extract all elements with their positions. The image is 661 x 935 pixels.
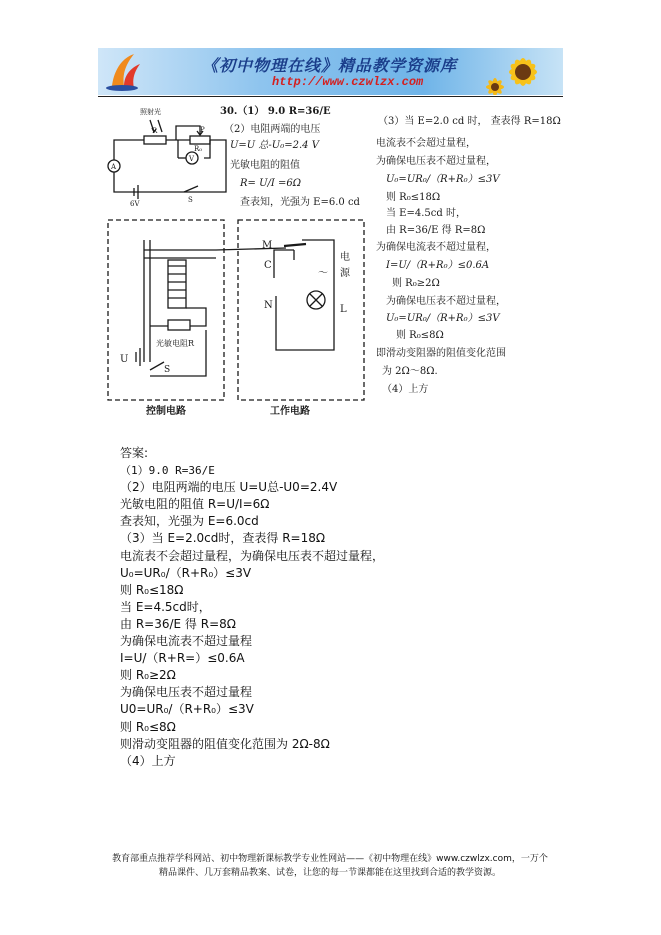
label-switch: S xyxy=(188,196,193,204)
answer-line: （4）上方 xyxy=(120,753,176,768)
answer-line: 由 R=36/E 得 R=8Ω xyxy=(120,616,236,631)
banner-title: 《初中物理在线》精品教学资源库 xyxy=(202,56,458,75)
answer-line: 电流表不会超过量程，为确保电压表不超过量程， xyxy=(120,548,385,563)
sunflower-icon xyxy=(485,49,557,95)
scan-right-line: I=U/（R+R₀）≤0.6A xyxy=(386,260,490,271)
label-voltmeter: V xyxy=(189,155,195,163)
label-n: N xyxy=(264,300,273,311)
scanned-answer-panel xyxy=(106,100,561,418)
label-power2: 源 xyxy=(340,268,350,279)
answer-line: 则 R₀≤8Ω xyxy=(120,719,176,734)
banner-divider xyxy=(98,96,563,97)
label-photoresistor: 光敏电阻R xyxy=(156,339,195,348)
scan-right-line: 为确保电压表不超过量程， xyxy=(386,296,506,307)
label-lamp: L xyxy=(340,304,347,315)
answer-line: 查表知，光强为 E=6.0cd xyxy=(120,514,259,529)
answer-line: 则 R₀≥2Ω xyxy=(120,668,176,683)
label-work-circuit: 工作电路 xyxy=(270,406,310,417)
page-footer xyxy=(80,852,580,880)
label-ammeter: A xyxy=(111,163,117,171)
answer-line: U0=UR₀/（R+R₀）≤3V xyxy=(120,702,254,717)
scan-right-line: 为确保电流表不超过量程， xyxy=(376,242,496,253)
scan-left-line: 光敏电阻的阻值 xyxy=(230,160,300,171)
scan-right-line: U₀=UR₀/（R+R₀）≤3V xyxy=(386,174,500,185)
scan-left-line: U=U 总-U₀=2.4 V xyxy=(230,140,319,151)
answer-line: （1）9.0 R=36/E xyxy=(120,464,215,478)
answer-line: U₀=UR₀/（R+R₀）≤3V xyxy=(120,565,252,580)
answer-line: 则 R₀≤18Ω xyxy=(120,582,184,597)
scan-right-line: U₀=UR₀/（R+R₀）≤3V xyxy=(386,313,500,324)
scan-right-line: 当 E=4.5cd 时， xyxy=(386,208,466,219)
answer-block xyxy=(120,445,550,770)
label-p: P xyxy=(200,126,205,134)
banner-url[interactable]: http://www.czwlzx.com xyxy=(272,75,424,89)
scan-left-line: 30.（1） 9.0 R=36/E xyxy=(220,106,331,117)
answer-line: I=U/（R+R=）≤0.6A xyxy=(120,651,245,666)
footer-line: 教育部重点推荐学科网站、初中物理新课标教学专业性网站——《初中物理在线》www.czwlzx.com，一万个 xyxy=(112,854,548,864)
answer-line: （3）当 E=2.0cd时，查表得 R=18Ω xyxy=(120,531,326,546)
answer-line: 则滑动变阻器的阻值变化范围为 2Ω-8Ω xyxy=(120,736,330,751)
site-banner xyxy=(98,48,563,95)
label-c: C xyxy=(264,260,272,271)
answer-line: 为确保电压表不超过量程 xyxy=(120,685,253,700)
label-power: 电 xyxy=(340,252,350,263)
scan-right-line: （4）上方 xyxy=(382,384,429,395)
label-r0: R₀ xyxy=(194,145,203,153)
label-r: R xyxy=(152,127,158,135)
scan-right-line: 则 R₀≤8Ω xyxy=(396,330,444,341)
label-m: M xyxy=(262,240,273,251)
answer-heading: 答案: xyxy=(120,446,149,460)
site-logo-icon xyxy=(104,50,146,92)
scan-right-line: 为确保电压表不超过量程， xyxy=(376,156,496,167)
footer-line: 精品课件、几万套精品教案、试卷，让您的每一节课都能在这里找到合适的教学资源。 xyxy=(158,868,501,878)
label-control-circuit: 控制电路 xyxy=(146,406,186,417)
scan-right-line: 电流表不会超过量程， xyxy=(376,138,476,149)
answer-line: 为确保电流表不超过量程 xyxy=(120,634,253,649)
answer-line: 当 E=4.5cd时， xyxy=(120,599,211,614)
answer-line: 光敏电阻的阻值 R=U/I=6Ω xyxy=(120,497,270,512)
label-u: U xyxy=(120,354,129,365)
scan-right-line: 为 2Ω～8Ω. xyxy=(382,366,438,377)
answer-line: （2）电阻两端的电压 U=U总-U0=2.4V xyxy=(120,480,338,495)
scan-left-line: （2）电阻两端的电压 xyxy=(224,124,321,135)
label-tilde: ～ xyxy=(318,268,328,279)
label-s2: S xyxy=(164,365,171,375)
scan-right-line: （3）当 E=2.0 cd 时， 查表得 R=18Ω xyxy=(378,116,561,127)
label-battery: 6V xyxy=(130,200,140,208)
scan-right-line: 即滑动变阻器的阻值变化范围 xyxy=(376,348,506,359)
scan-left-line: 查表知，光强为 E=6.0 cd xyxy=(240,197,360,208)
scan-right-line: 则 R₀≤18Ω xyxy=(386,192,441,203)
scan-right-line: 由 R=36/E 得 R=8Ω xyxy=(386,225,486,236)
circuit-diagram xyxy=(106,100,558,418)
label-light: 照射光 xyxy=(140,108,161,116)
scan-left-line: R= U/I =6Ω xyxy=(240,178,302,189)
scan-right-line: 则 R₀≥2Ω xyxy=(392,278,440,289)
